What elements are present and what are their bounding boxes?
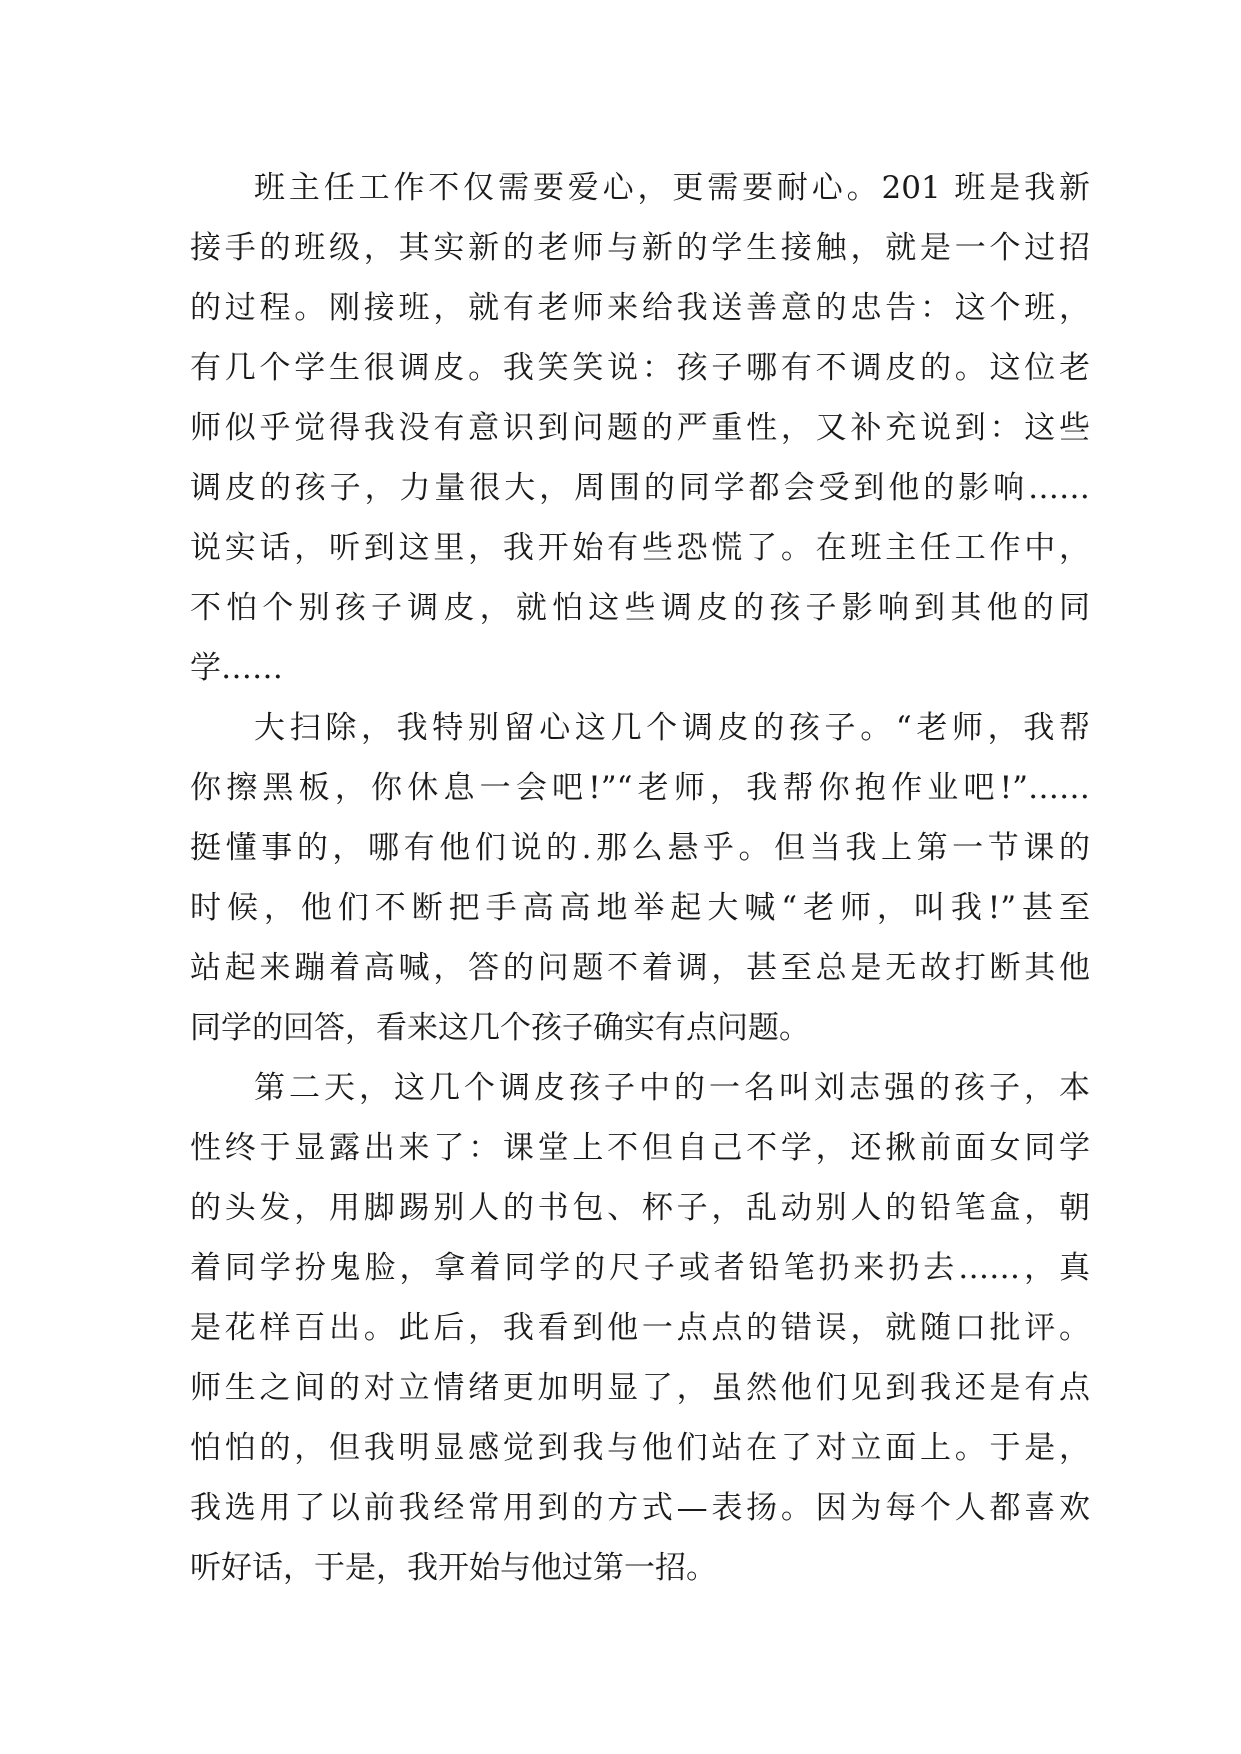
text-line: 时候，他们不断把手高高地举起大喊“老师，叫我!”甚至 bbox=[190, 890, 1090, 926]
text-line: 班主任工作不仅需要爱心，更需要耐心。201 班是我新 bbox=[254, 170, 1090, 206]
text-line: 是花样百出。此后，我看到他一点点的错误，就随口批评。 bbox=[190, 1310, 1090, 1346]
text-line: 你擦黑板，你休息一会吧!”“老师，我帮你抱作业吧!”…… bbox=[190, 770, 1090, 806]
text-line: 挺懂事的，哪有他们说的.那么悬乎。但当我上第一节课的 bbox=[190, 830, 1090, 866]
text-line: 的头发，用脚踢别人的书包、杯子，乱动别人的铅笔盒，朝 bbox=[190, 1190, 1090, 1226]
text-line: 调皮的孩子，力量很大，周围的同学都会受到他的影响…… bbox=[190, 470, 1090, 506]
paragraph-3 bbox=[190, 1058, 1090, 1598]
text-line: 第二天，这几个调皮孩子中的一名叫刘志强的孩子，本 bbox=[254, 1070, 1090, 1106]
paragraph-1 bbox=[190, 158, 1090, 698]
text-line: 性终于显露出来了：课堂上不但自己不学，还揪前面女同学 bbox=[190, 1130, 1090, 1166]
text-line: 着同学扮鬼脸，拿着同学的尺子或者铅笔扔来扔去……，真 bbox=[190, 1250, 1090, 1286]
text-line: 师生之间的对立情绪更加明显了，虽然他们见到我还是有点 bbox=[190, 1370, 1090, 1406]
text-line: 的过程。刚接班，就有老师来给我送善意的忠告：这个班， bbox=[190, 290, 1090, 326]
text-line: 同学的回答，看来这几个孩子确实有点问题。 bbox=[190, 1010, 810, 1046]
text-line: 学…… bbox=[190, 650, 283, 686]
text-line: 听好话，于是，我开始与他过第一招。 bbox=[190, 1550, 717, 1586]
text-line: 大扫除，我特别留心这几个调皮的孩子。“老师，我帮 bbox=[254, 710, 1090, 746]
body-text bbox=[190, 158, 1090, 1598]
text-line: 说实话，听到这里，我开始有些恐慌了。在班主任工作中， bbox=[190, 530, 1090, 566]
text-line: 怕怕的，但我明显感觉到我与他们站在了对立面上。于是， bbox=[190, 1430, 1090, 1466]
text-line: 我选用了以前我经常用到的方式—表扬。因为每个人都喜欢 bbox=[190, 1490, 1090, 1526]
text-line: 有几个学生很调皮。我笑笑说：孩子哪有不调皮的。这位老 bbox=[190, 350, 1090, 386]
text-line: 接手的班级，其实新的老师与新的学生接触，就是一个过招 bbox=[190, 230, 1090, 266]
paragraph-2 bbox=[190, 698, 1090, 1058]
text-line: 不怕个别孩子调皮，就怕这些调皮的孩子影响到其他的同 bbox=[190, 590, 1090, 626]
text-line: 站起来蹦着高喊，答的问题不着调，甚至总是无故打断其他 bbox=[190, 950, 1090, 986]
text-line: 师似乎觉得我没有意识到问题的严重性，又补充说到：这些 bbox=[190, 410, 1090, 446]
